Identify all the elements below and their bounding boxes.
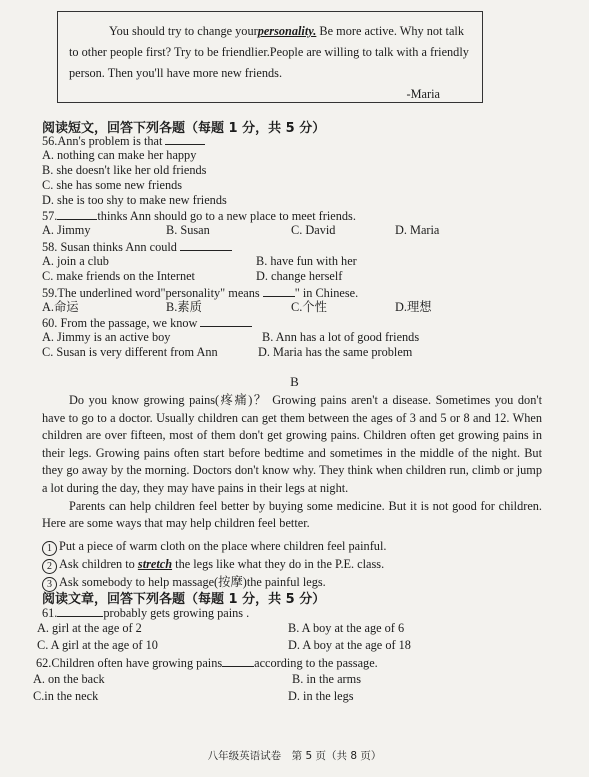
q61-option-b[interactable]: B. A boy at the age of 6	[288, 621, 405, 635]
q59-option-a[interactable]: A.命运	[42, 300, 79, 314]
q57-option-d[interactable]: D. Maria	[395, 223, 440, 237]
letter-signature: -Maria	[406, 87, 440, 101]
q59-stem: 59.The underlined word"personality" means " in Chinese.	[42, 286, 359, 300]
circled-number: 3	[42, 577, 57, 592]
tips-list	[42, 538, 386, 592]
q60-option-a[interactable]: A. Jimmy is an active boy	[42, 330, 171, 344]
q59-option-b[interactable]: B.素质	[166, 300, 202, 314]
q57-option-a[interactable]: A. Jimmy	[42, 223, 91, 237]
section-b-label: B	[290, 374, 299, 389]
q61-option-c[interactable]: C. A girl at the age of 10	[37, 638, 158, 652]
q58-option-c[interactable]: C. make friends on the Internet	[42, 269, 195, 283]
section1-header: 阅读短文，回答下列各题（每题 1 分，共 5 分）	[42, 121, 326, 136]
q62-option-c[interactable]: C.in the neck	[33, 689, 99, 703]
letter-box	[57, 11, 483, 103]
q56-option-a[interactable]: A. nothing can make her happy	[42, 148, 197, 162]
q56-option-b[interactable]: B. she doesn't like her old friends	[42, 163, 207, 177]
q56-option-c[interactable]: C. she has some new friends	[42, 178, 183, 192]
q60-option-c[interactable]: C. Susan is very different from Ann	[42, 345, 218, 359]
q58-option-d[interactable]: D. change herself	[256, 269, 343, 283]
circled-number: 1	[42, 541, 57, 556]
q59-option-d[interactable]: D.理想	[395, 300, 432, 314]
page-footer: 八年级英语试卷 第 5 页（共 8 页）	[207, 750, 382, 762]
q56-stem: 56.Ann's problem is that	[42, 133, 205, 149]
q62-stem: 62.Children often have growing pains according to the passage.	[36, 656, 378, 670]
tip-item-3: 3 Ask somebody to help massage(按摩)the painful legs.	[42, 574, 386, 592]
circled-number: 2	[42, 559, 57, 574]
q60-option-b[interactable]: B. Ann has a lot of good friends	[262, 330, 420, 344]
q56-option-d[interactable]: D. she is too shy to make new friends	[42, 193, 227, 207]
q62-option-d[interactable]: D. in the legs	[288, 689, 354, 703]
q62-option-b[interactable]: B. in the arms	[292, 672, 361, 686]
tip-item-2: 2 Ask children to stretch the legs like what they do in the P.E. class.	[42, 556, 386, 574]
q60-stem: 60. From the passage, we know	[42, 315, 252, 331]
letter-text-pre: You should try to change your	[109, 24, 258, 38]
q58-option-b[interactable]: B. have fun with her	[256, 254, 357, 268]
tip-item-1: 1 Put a piece of warm cloth on the place where children feel painful.	[42, 538, 386, 556]
q59-option-c[interactable]: C.个性	[291, 300, 327, 314]
q58-option-a[interactable]: A. join a club	[42, 254, 109, 268]
underlined-word: personality.	[257, 24, 317, 38]
passage-b	[42, 392, 542, 533]
q61-option-d[interactable]: D. A boy at the age of 18	[288, 638, 411, 652]
q57-stem: 57. thinks Ann should go to a new place to meet friends.	[42, 209, 356, 223]
q57-option-c[interactable]: C. David	[291, 223, 336, 237]
passage-b-paragraph-2: Parents can help children feel better by buying some medicine. But it is not good for children. Here are some ways that may help children feel better.	[42, 498, 542, 531]
letter-text-post: Be more active. Why not talk to other people first? Try to be friendlier.People are willing to talk with a friendly person. Then you'll have more new friends.	[69, 24, 469, 80]
q60-option-d[interactable]: D. Maria has the same problem	[258, 345, 413, 359]
q62-option-a[interactable]: A. on the back	[33, 672, 105, 686]
stretch-word: stretch	[137, 557, 173, 571]
q61-option-a[interactable]: A. girl at the age of 2	[37, 621, 142, 635]
passage-b-paragraph-1: Do you know growing pains(疼痛)？ Growing pains aren't a disease. Sometimes you don't have to go to a doctor. Usually children can get them between the ages of 3 and 5 or 8 and 12. When children are over fifteen, most of them don't get growing pains. Children often get growing pains in their legs. Growing pains often start before bedtime and sometimes in the middle of the night. But they go away by the morning. Doctors don't know why. They think when children run, climb or jump a lot during the day, they may have pains in their legs at night.	[42, 393, 542, 495]
section2-header: 阅读文章，回答下列各题（每题 1 分，共 5 分）	[42, 592, 326, 607]
q57-option-b[interactable]: B. Susan	[166, 223, 210, 237]
q58-stem: 58. Susan thinks Ann could	[42, 239, 232, 255]
q61-stem: 61. probably gets growing pains .	[42, 606, 250, 620]
